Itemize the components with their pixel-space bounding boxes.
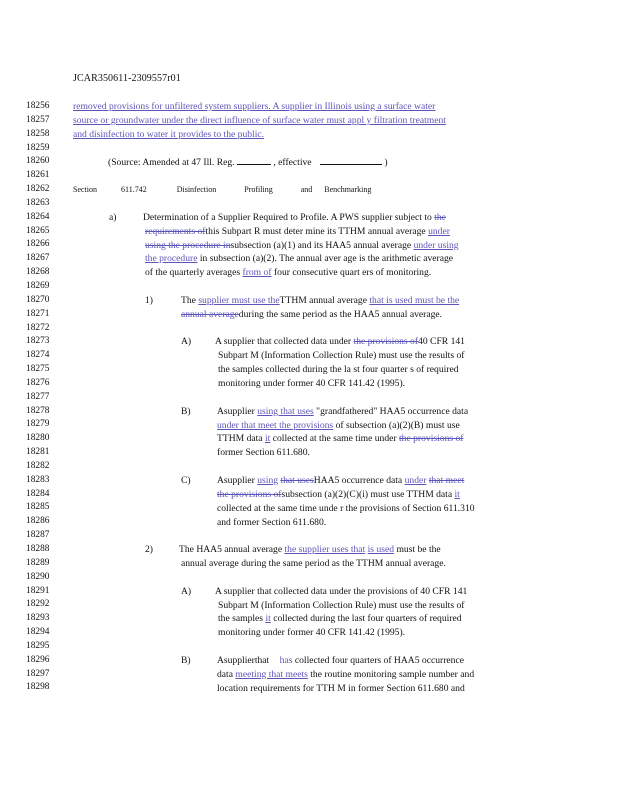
text-line-18270: The supplier must use theTTHM annual average that is used must be the <box>181 294 460 306</box>
line-number: 18297 <box>26 668 50 679</box>
inserted-text: under that meet the provisions <box>217 419 334 431</box>
line-number: 18271 <box>26 308 50 319</box>
deleted-text: the provisions of <box>399 433 464 445</box>
inserted-text: removed provisions for unfiltered system suppliers. A supplier in Illinois using a surface water <box>73 101 436 112</box>
deleted-text: annual average <box>181 308 239 320</box>
text-line-18283: Asupplier using that usesHAA5 occurrence data under that meet <box>217 474 465 486</box>
item-1-label: 1) <box>145 294 153 306</box>
text-line-18276: monitoring under former 40 CFR 141.42 (1995). <box>218 378 406 389</box>
text-line-18284: the provisions ofsubsection (a)(2)(C)(i) must use TTHM data it <box>217 488 460 500</box>
text-line-18288: The HAA5 annual average the supplier uses that is used must be the <box>179 544 441 556</box>
inserted-text: from of <box>242 267 272 279</box>
line-number: 18265 <box>26 225 50 236</box>
text-line-18258 <box>73 128 264 142</box>
text-line-18266: using the procedure insubsection (a)(1) and its HAA5 annual average under using <box>145 239 459 251</box>
text-line-18271: annual averageduring the same period as the HAA5 annual average. <box>181 308 443 320</box>
text-line-18279: under that meet the provisions of subsection (a)(2)(B) must use <box>217 419 460 431</box>
text-line-18293: the samples it collected during the last four quarters of required <box>218 613 462 625</box>
text-line-18294: monitoring under former 40 CFR 141.42 (1995). <box>218 627 406 639</box>
line-number: 18261 <box>26 170 50 181</box>
text-line-18275: the samples collected during the la st four quarter s of required <box>218 364 459 376</box>
text-line-18298: location requirements for TTH M in former Section 611.680 and <box>217 682 465 694</box>
line-number: 18274 <box>26 350 50 361</box>
inserted-text: and disinfection to water it provides to the public. <box>73 128 265 140</box>
line-number: 18287 <box>26 530 50 541</box>
inserted-text: supplier must use the <box>198 294 280 306</box>
deleted-text: the <box>434 211 446 223</box>
line-number: 18286 <box>26 516 50 527</box>
line-number: 18293 <box>26 613 50 624</box>
line-number: 18266 <box>26 239 50 250</box>
blank-effective-date <box>320 155 382 165</box>
deleted-text: using the procedure in <box>145 239 231 251</box>
line-number: 18291 <box>26 585 50 596</box>
text-line-18268: of the quarterly averages from of four consecutive quart ers of monitoring. <box>145 267 432 279</box>
line-number: 18282 <box>26 460 50 471</box>
subsection-a-label: a) <box>109 211 117 223</box>
line-number: 18279 <box>26 419 50 430</box>
inserted-text: it <box>264 433 271 445</box>
deleted-text: requirements of <box>145 225 206 237</box>
line-number: 18262 <box>26 184 50 195</box>
line-number: 18257 <box>26 114 50 125</box>
line-number: 18277 <box>26 391 50 402</box>
inserted-text: it <box>454 488 460 500</box>
item-1B-label: B) <box>181 405 191 417</box>
inserted-text: under <box>428 225 450 237</box>
line-number: 18288 <box>26 544 50 554</box>
inserted-text: is used <box>367 544 395 556</box>
deleted-text: the provisions of <box>217 488 282 500</box>
line-number: 18276 <box>26 377 50 388</box>
deleted-text: the provisions of <box>353 336 419 348</box>
line-number: 18295 <box>26 640 50 651</box>
line-number: 18289 <box>26 557 50 568</box>
text-line-18289: annual average during the same period as the TTHM annual average. <box>181 558 446 570</box>
text-line-18291: A supplier that collected data under the provisions of 40 CFR 141 <box>215 585 468 597</box>
line-number: 18258 <box>26 128 50 139</box>
text-line-18264: Determination of a Supplier Required to Profile. A PWS supplier subject to the <box>143 211 446 223</box>
line-number: 18268 <box>26 267 50 278</box>
line-number: 18270 <box>26 294 50 305</box>
line-number: 18263 <box>26 197 50 208</box>
item-2-label: 2) <box>145 544 153 556</box>
inserted-text: under <box>404 474 427 486</box>
text-line-18292: Subpart M (Information Collection Rule) must use the results of <box>218 599 465 611</box>
line-number: 18292 <box>26 599 50 610</box>
text-line-18274: Subpart M (Information Collection Rule) must use the results of <box>218 350 465 362</box>
line-number: 18284 <box>26 488 50 499</box>
line-number: 18272 <box>26 322 50 333</box>
inserted-text: using <box>257 474 279 486</box>
line-number: 18280 <box>26 433 50 444</box>
inserted-text: under using <box>413 239 459 251</box>
line-number: 18278 <box>26 405 50 416</box>
section-heading: Section 611.742 Disinfection Profiling and Benchmarking <box>73 185 372 195</box>
text-line-18296: Asupplierthat has collected four quarters of HAA5 occurrence <box>217 655 464 666</box>
inserted-text: using that uses <box>257 405 314 417</box>
text-line-18267: the procedure in subsection (a)(2). The annual aver age is the arithmetic average <box>145 253 454 265</box>
blank-volume <box>237 155 271 165</box>
line-number: 18256 <box>26 101 50 111</box>
source-note: (Source: Amended at 47 Ill. Reg. , effective ) <box>108 157 388 169</box>
inserted-text: the supplier uses that <box>284 544 366 556</box>
item-2B-label: B) <box>181 655 191 666</box>
line-number: 18290 <box>26 571 50 582</box>
inserted-text: the procedure <box>145 253 198 265</box>
text-line-18257 <box>73 114 446 128</box>
line-number: 18269 <box>26 280 50 291</box>
line-number: 18259 <box>26 142 50 153</box>
item-1C-label: C) <box>181 474 191 486</box>
line-number: 18298 <box>26 682 50 693</box>
document-id: JCAR350611-2309557r01 <box>73 73 181 84</box>
text-line-18297: data meeting that meets the routine monitoring sample number and <box>217 668 475 680</box>
line-number: 18275 <box>26 364 50 375</box>
line-number: 18273 <box>26 336 50 347</box>
line-number: 18294 <box>26 627 50 638</box>
text-line-18278: Asupplier using that uses "grandfathered" HAA5 occurrence data <box>217 405 469 417</box>
text-line-18285: collected at the same time unde r the provisions of Section 611.310 <box>217 502 475 514</box>
line-number: 18264 <box>26 211 50 222</box>
line-number: 18281 <box>26 447 50 458</box>
text-line-18280: TTHM data it collected at the same time under the provisions of <box>217 433 464 445</box>
text-line-18273: A supplier that collected data under the provisions of40 CFR 141 <box>215 336 465 348</box>
inserted-text: has <box>279 655 293 666</box>
inserted-text: meeting that meets <box>235 668 308 680</box>
text-line-18265: requirements ofthis Subpart R must deter mine its TTHM annual average under <box>145 225 450 237</box>
line-number: 18296 <box>26 654 50 665</box>
line-number: 18285 <box>26 502 50 513</box>
item-1A-label: A) <box>181 336 192 348</box>
inserted-text: source or groundwater under the direct influence of surface water must appl y filtration treatment <box>73 114 446 126</box>
line-number: 18260 <box>26 156 50 167</box>
deleted-text: that uses <box>280 474 314 486</box>
line-number-gutter <box>26 100 49 695</box>
inserted-text: that is used must be the <box>369 294 460 306</box>
text-line-18281: former Section 611.680. <box>217 447 310 459</box>
text-line-18286: and former Section 611.680. <box>217 516 327 528</box>
text-line-18256 <box>73 100 435 114</box>
inserted-text: it <box>265 613 271 625</box>
line-number: 18283 <box>26 474 50 485</box>
line-number: 18267 <box>26 253 50 264</box>
deleted-text: that meet <box>428 474 465 486</box>
item-2A-label: A) <box>181 585 192 597</box>
